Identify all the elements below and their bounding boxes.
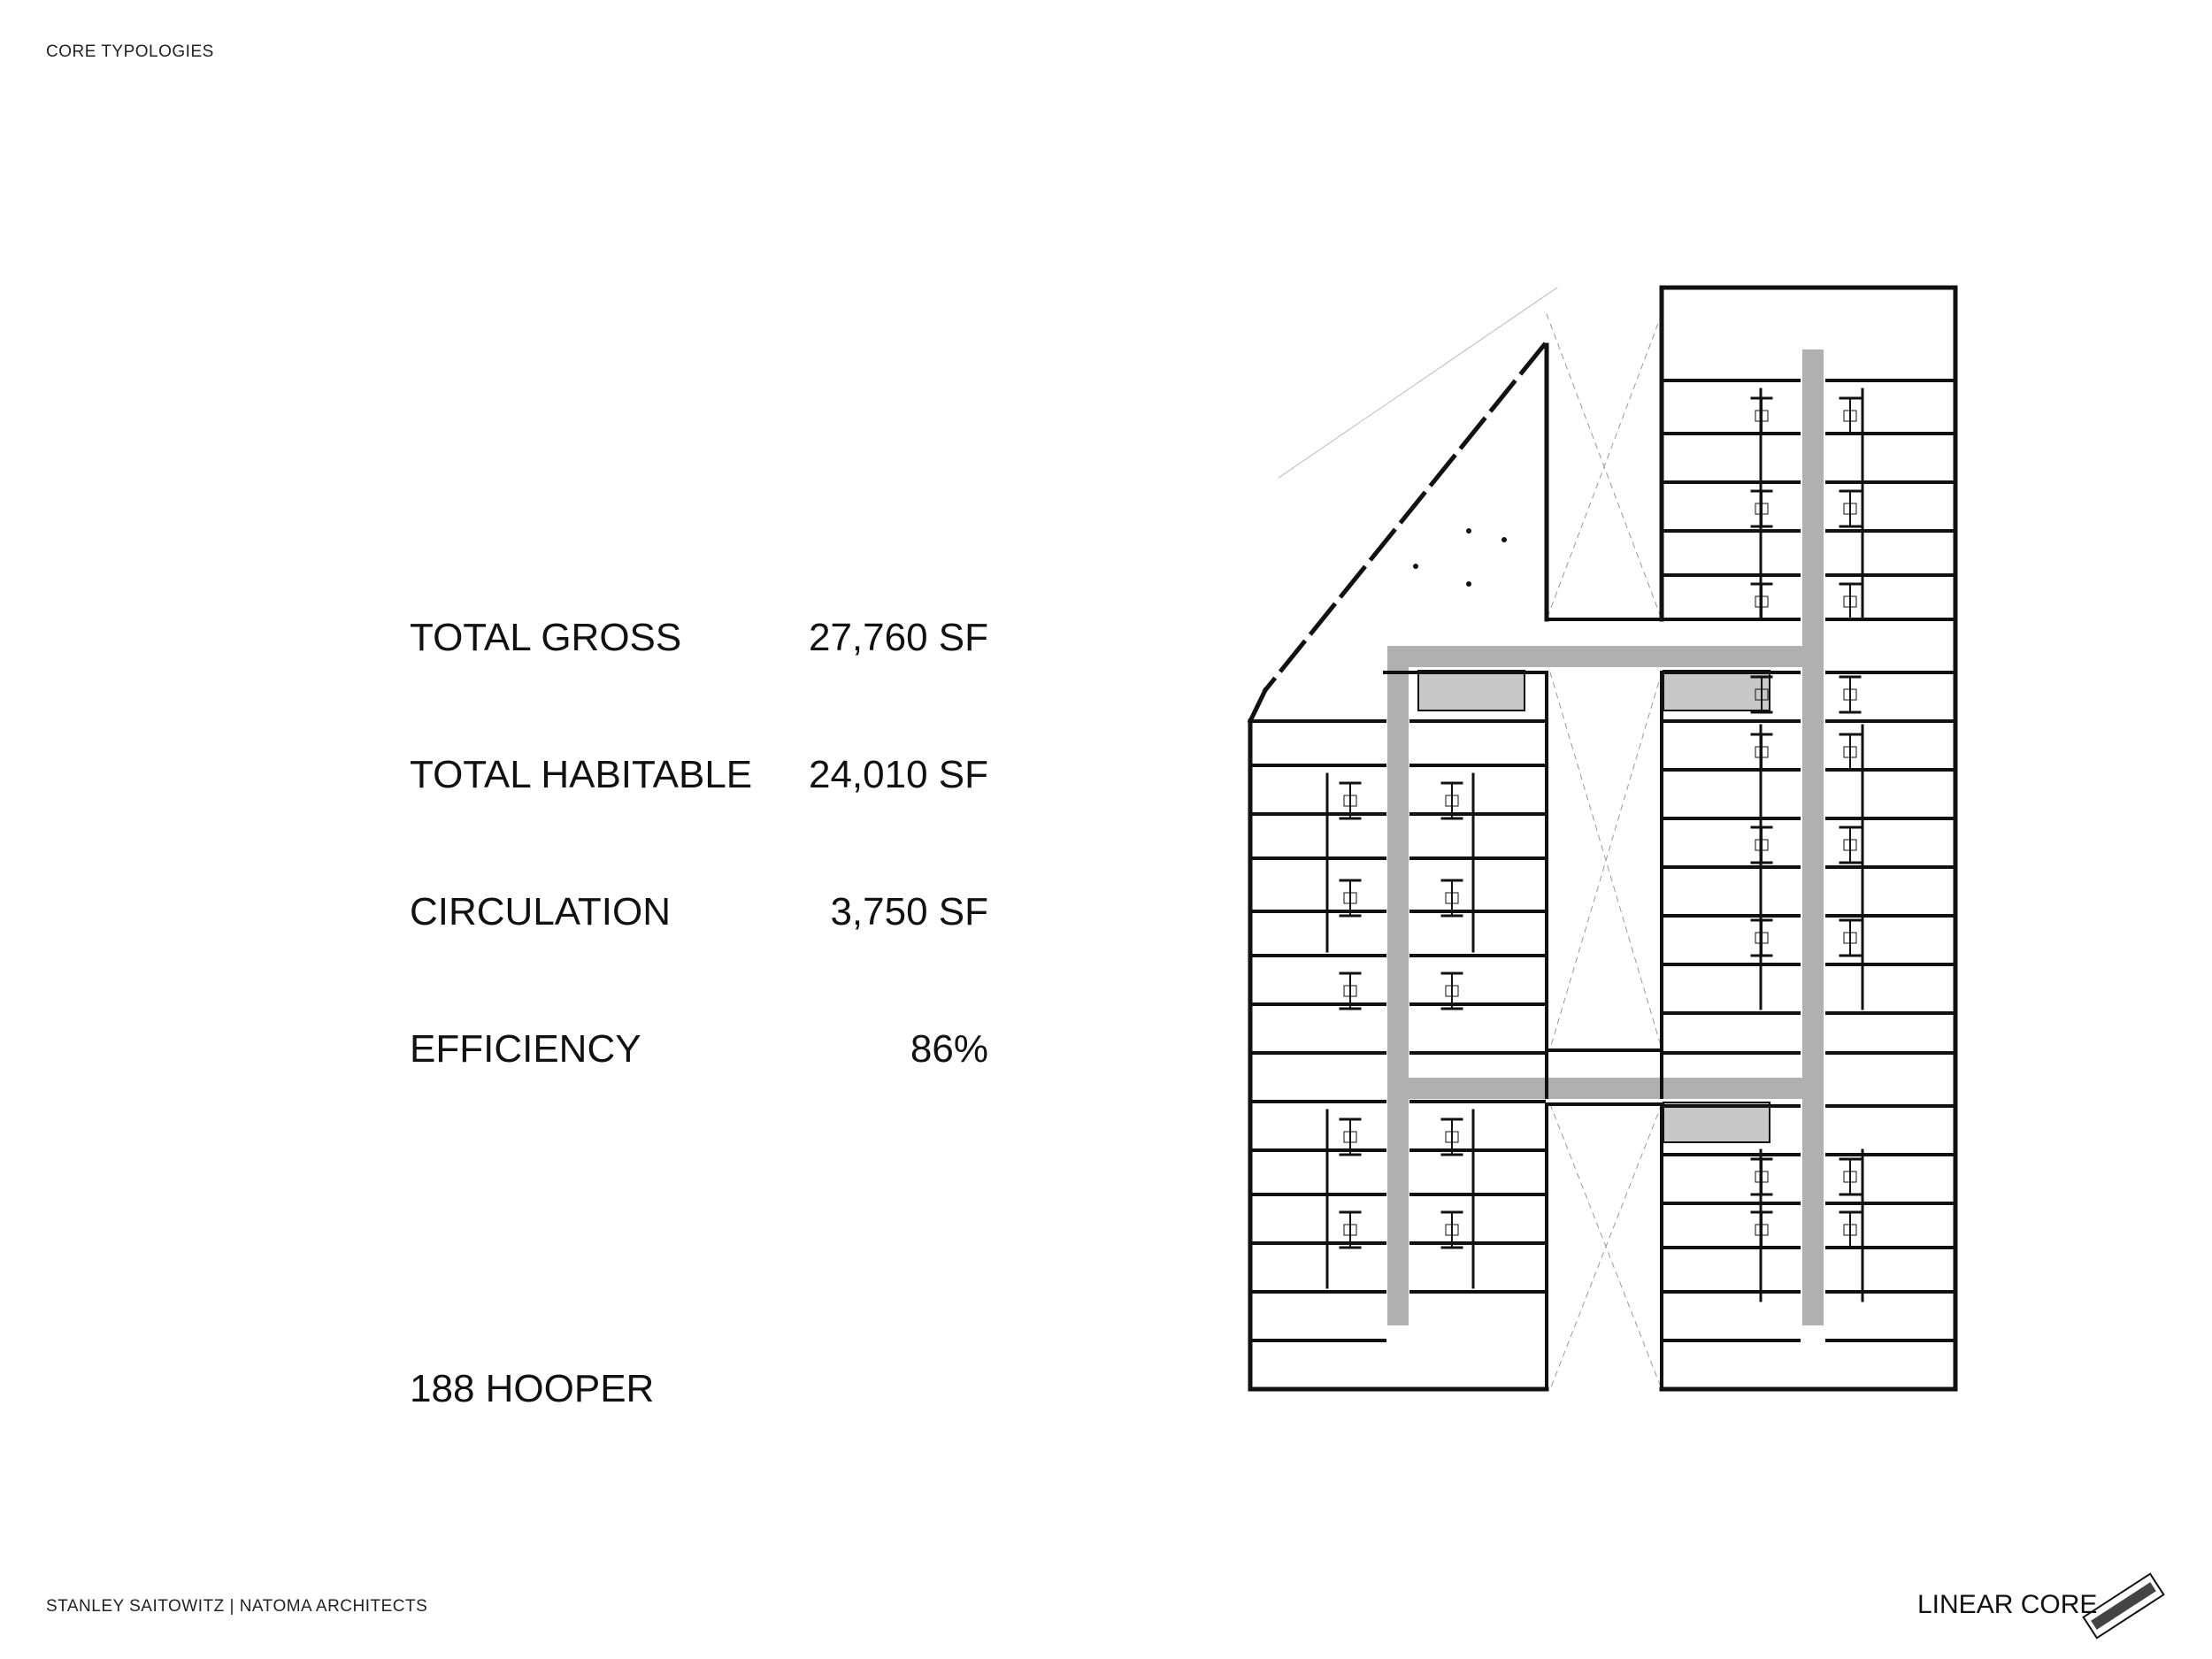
diagonal-facade xyxy=(1265,345,1544,690)
column-dot-3 xyxy=(1502,537,1507,542)
corridor-east xyxy=(1802,349,1824,1325)
core-shaft-north-west xyxy=(1418,671,1525,710)
project-name: 188 HOOPER xyxy=(410,1367,655,1410)
column-dot-2 xyxy=(1466,581,1471,587)
diagonal-corner xyxy=(1250,690,1265,721)
corridor-south-cross xyxy=(1409,1078,1802,1099)
stat-label-total-gross: TOTAL GROSS xyxy=(410,616,682,659)
stat-label-circulation: CIRCULATION xyxy=(410,890,671,933)
typology-label: LINEAR CORE xyxy=(1917,1590,2098,1619)
column-dot-0 xyxy=(1466,528,1471,534)
stat-label-efficiency: EFFICIENCY xyxy=(410,1027,641,1071)
stat-value-total-gross: 27,760 SF xyxy=(808,616,988,659)
bathroom-fixtures xyxy=(1340,398,1860,1248)
key-plan-icon xyxy=(2084,1574,2164,1639)
stat-label-total-habitable: TOTAL HABITABLE xyxy=(410,753,753,796)
stat-value-efficiency: 86% xyxy=(910,1027,988,1071)
courtyard-voids xyxy=(1547,314,1662,1389)
corridor-west xyxy=(1387,646,1409,1325)
circulation-corridors xyxy=(1387,349,1824,1325)
stat-value-total-habitable: 24,010 SF xyxy=(808,753,988,796)
corridor-north-cross xyxy=(1387,646,1824,667)
footer-credits: STANLEY SAITOWITZ | NATOMA ARCHITECTS xyxy=(46,1597,428,1616)
stat-value-circulation: 3,750 SF xyxy=(830,890,988,933)
core-shaft-south-east xyxy=(1663,1102,1770,1142)
column-dot-1 xyxy=(1413,564,1418,569)
section-title: CORE TYPOLOGIES xyxy=(46,42,214,61)
